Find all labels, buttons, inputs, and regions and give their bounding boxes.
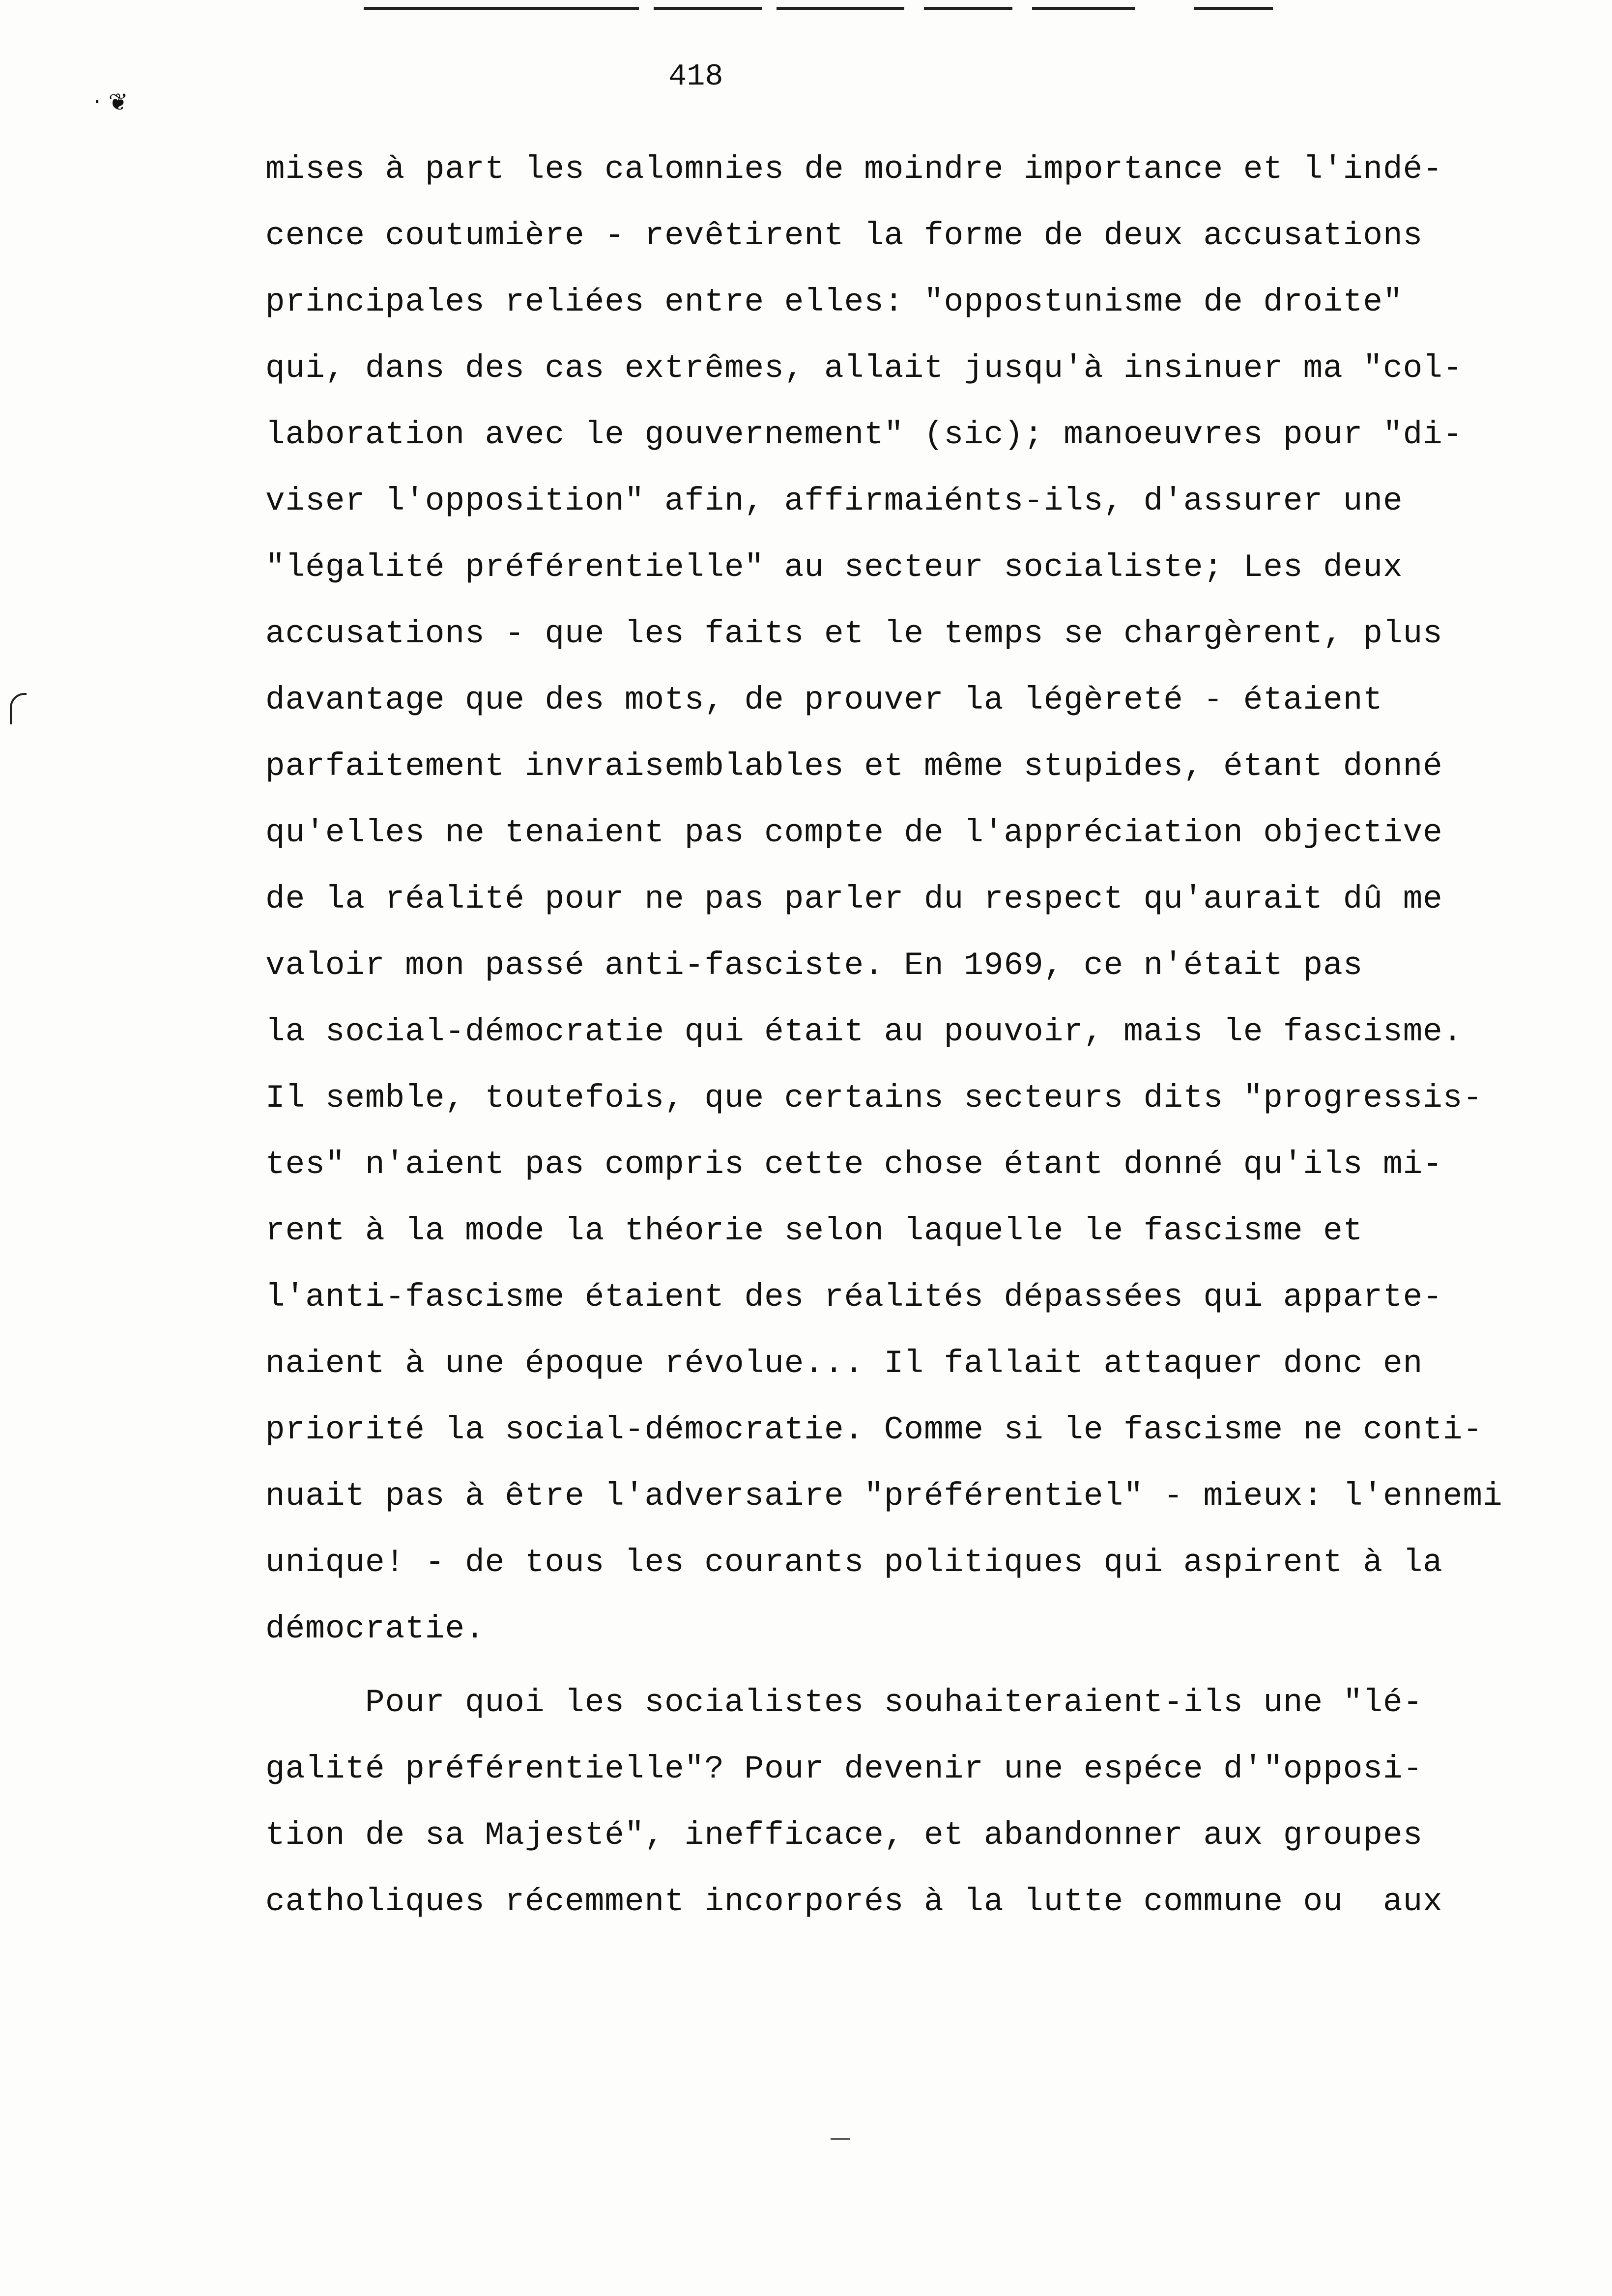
text-line: naient à une époque révolue... Il fallait attaquer donc en (265, 1345, 1423, 1382)
top-rule-segment (654, 7, 762, 10)
text-line: mises à part les calomnies de moindre importance et l'indé- (265, 151, 1443, 188)
text-line: principales reliées entre elles: "oppostunisme de droite" (265, 284, 1403, 320)
text-line: catholiques récemment incorporés à la lutte commune ou aux (265, 1883, 1443, 1920)
text-line: la social-démocratie qui était au pouvoir, mais le fascisme. (265, 1013, 1463, 1050)
top-rule-segment (1194, 7, 1273, 10)
text-line: parfaitement invraisemblables et même stupides, étant donné (265, 748, 1443, 785)
top-rule-segment (1032, 7, 1135, 10)
text-line: tion de sa Majesté", inefficace, et abandonner aux groupes (265, 1817, 1423, 1854)
text-line: priorité la social-démocratie. Comme si le fascisme ne conti- (265, 1411, 1483, 1448)
text-line: viser l'opposition" afin, affirmaiénts-ils, d'assurer une (265, 483, 1403, 519)
text-line: Il semble, toutefois, que certains secteurs dits "progressis- (265, 1080, 1483, 1117)
margin-ornament-mark: · ❦ (93, 88, 128, 116)
text-line: laboration avec le gouvernement" (sic); manoeuvres pour "di- (265, 416, 1463, 453)
top-rule-segment (924, 7, 1012, 10)
text-line: davantage que des mots, de prouver la légèreté - étaient (265, 682, 1383, 718)
text-line: qu'elles ne tenaient pas compte de l'appréciation objective (265, 814, 1443, 851)
text-line: Pour quoi les socialistes souhaiteraient-ils une "lé- (265, 1684, 1423, 1721)
text-line: nuait pas à être l'adversaire "préférentiel" - mieux: l'ennemi (265, 1478, 1503, 1515)
top-rule-segment (364, 7, 639, 10)
text-line: qui, dans des cas extrêmes, allait jusqu'à insinuer ma "col- (265, 350, 1463, 387)
text-line: unique! - de tous les courants politiques qui aspirent à la (265, 1544, 1443, 1581)
text-line: rent à la mode la théorie selon laquelle le fascisme et (265, 1212, 1363, 1249)
bottom-margin-mark (831, 2138, 850, 2140)
top-rule-segment (777, 7, 904, 10)
margin-pen-stroke (10, 693, 27, 724)
text-line: accusations - que les faits et le temps se chargèrent, plus (265, 615, 1443, 652)
text-line: valoir mon passé anti-fasciste. En 1969, ce n'était pas (265, 947, 1363, 984)
text-line: tes" n'aient pas compris cette chose étant donné qu'ils mi- (265, 1146, 1443, 1183)
text-line: l'anti-fascisme étaient des réalités dépassées qui apparte- (265, 1279, 1443, 1316)
page-number: 418 (668, 59, 723, 94)
text-line: de la réalité pour ne pas parler du respect qu'aurait dû me (265, 881, 1443, 918)
text-line: galité préférentielle"? Pour devenir une espéce d'"opposi- (265, 1751, 1423, 1787)
text-line: "légalité préférentielle" au secteur socialiste; Les deux (265, 549, 1403, 586)
text-line: démocratie. (265, 1610, 485, 1647)
text-line: cence coutumière - revêtirent la forme de deux accusations (265, 217, 1423, 254)
